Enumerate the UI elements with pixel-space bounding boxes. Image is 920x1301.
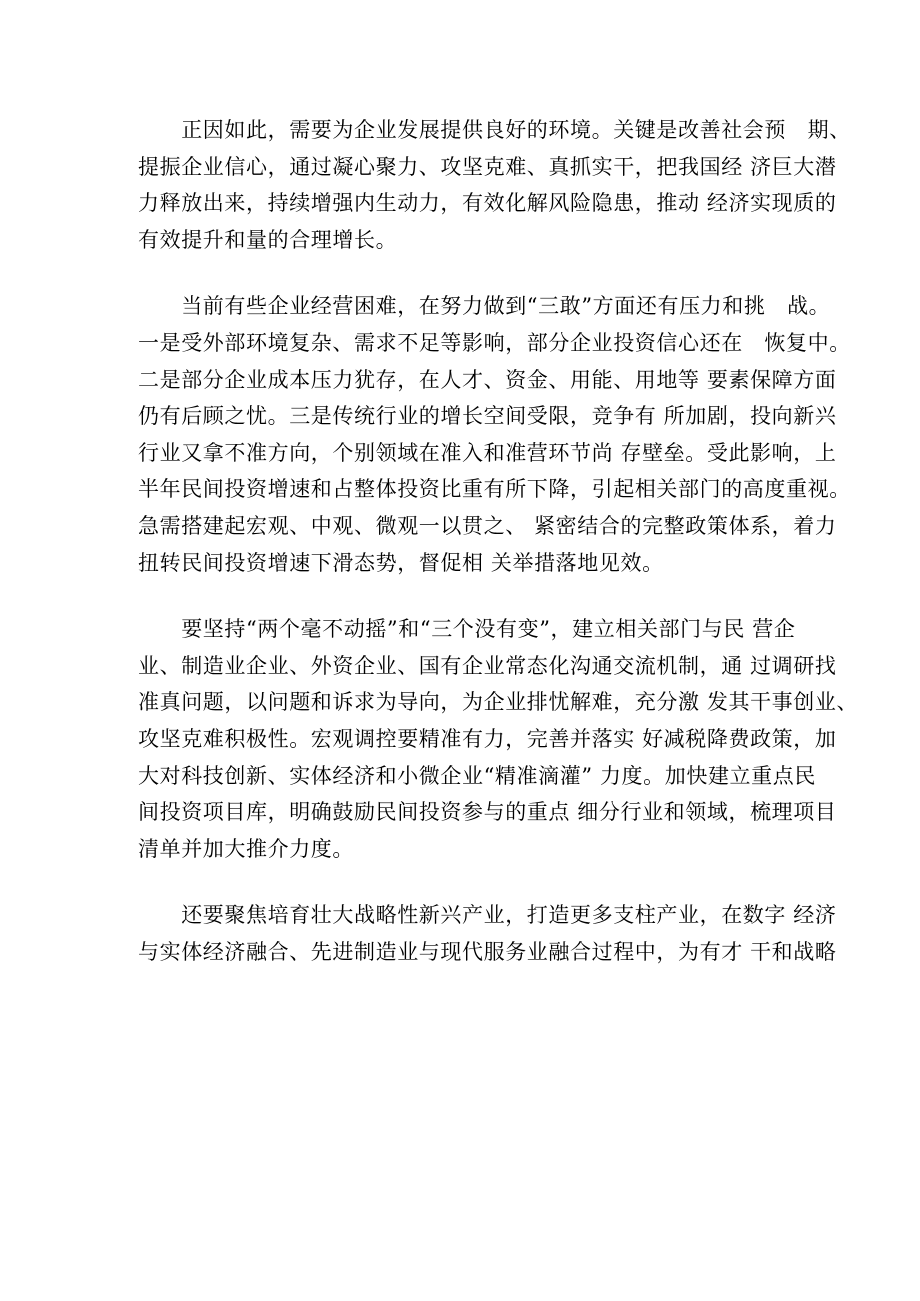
text-line: 业、制造业企业、外资企业、国有企业常态化沟通交流机制，通 过调研找	[138, 653, 837, 678]
text-line: 扭转民间投资增速下滑态势，督促相 关举措落地见效。	[138, 550, 664, 575]
text-line: 半年民间投资增速和占整体投资比重有所下降，引起相关部门的高度重视。	[138, 477, 851, 502]
text-line: 攻坚克难积极性。宏观调控要精准有力，完善并落实 好减税降费政策，加	[138, 726, 837, 751]
text-line: 清单并加大推介力度。	[138, 836, 354, 861]
text-line: 与实体经济融合、先进制造业与现代服务业融合过程中，为有才 干和战略	[138, 939, 837, 964]
text-line: 急需搭建起宏观、中观、微观一以贯之、 紧密结合的完整政策体系，着力	[138, 513, 837, 538]
paragraph-4	[138, 897, 837, 970]
text-line: 仍有后顾之忧。三是传统行业的增长空间受限，竞争有 所加剧，投向新兴	[138, 404, 837, 429]
text-line: 二是部分企业成本压力犹存，在人才、资金、用能、用地等 要素保障方面	[138, 367, 837, 392]
text-line: 当前有些企业经营困难，在努力做到“三敢”方面还有压力和挑 战。	[138, 294, 831, 319]
text-line: 力释放出来，持续增强内生动力，有效化解风险隐患，推动 经济实现质的	[138, 191, 837, 216]
text-line: 间投资项目库，明确鼓励民间投资参与的重点 细分行业和领域，梳理项目	[138, 800, 837, 825]
text-line: 提振企业信心，通过凝心聚力、攻坚克难、真抓实干，把我国经 济巨大潜	[138, 154, 837, 179]
paragraph-1	[138, 112, 851, 258]
text-line: 行业又拿不准方向，个别领域在准入和准营环节尚 存壁垒。受此影响，上	[138, 440, 837, 465]
paragraph-3	[138, 611, 859, 867]
text-line: 要坚持“两个毫不动摇”和“三个没有变”，建立相关部门与民 营企	[138, 617, 796, 642]
text-line: 一是受外部环境复杂、需求不足等影响，部分企业投资信心还在 恢复中。	[138, 330, 851, 355]
text-line: 还要聚焦培育壮大战略性新兴产业，打造更多支柱产业，在数字 经济	[138, 903, 837, 928]
paragraph-2	[138, 288, 851, 581]
text-line: 大对科技创新、实体经济和小微企业“精准滴灌” 力度。加快建立重点民	[138, 763, 816, 788]
text-line: 准真问题，以问题和诉求为导向，为企业排忧解难，充分激 发其干事创业、	[138, 690, 859, 715]
text-line: 有效提升和量的合理增长。	[138, 227, 398, 252]
body-text	[138, 112, 859, 1000]
text-line: 正因如此，需要为企业发展提供良好的环境。关键是改善社会预 期、	[138, 118, 851, 142]
